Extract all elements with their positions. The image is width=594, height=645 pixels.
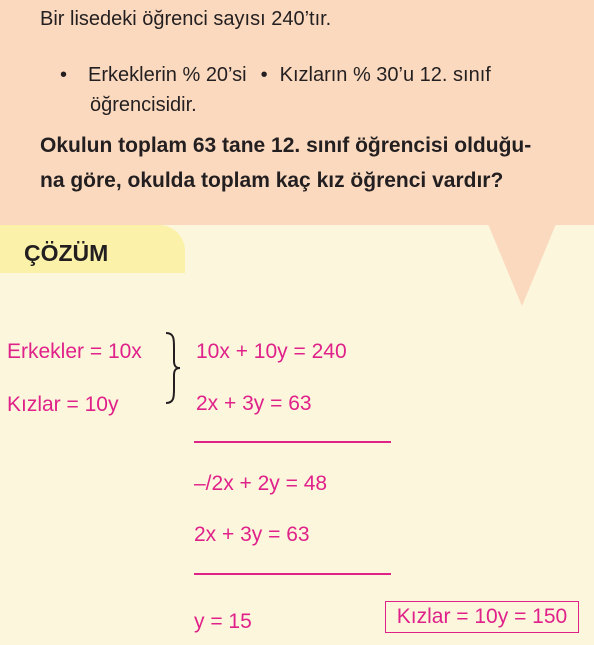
bullet-row [60,60,491,90]
assign-girls: Kızlar = 10y [7,393,119,416]
result-y: y = 15 [194,610,252,633]
problem-question [40,128,585,198]
solution-label: ÇÖZÜM [24,240,109,266]
equation-3: –/2x + 2y = 48 [194,472,328,495]
equation-2: 2x + 3y = 63 [196,392,312,415]
question-line: na göre, okulda toplam kaç kız öğrenci vardır? [40,169,504,192]
problem-bullets [60,60,491,120]
bullet-dot-icon: • [60,64,68,86]
brace-icon [160,331,184,405]
divider-line [194,441,391,443]
problem-intro: Bir lisedeki öğrenci sayısı 240’tır. [40,8,332,30]
question-line: Okulun toplam 63 tane 12. sınıf öğrencisi olduğu- [40,134,532,157]
equation-1: 10x + 10y = 240 [196,340,347,363]
divider-line [194,573,391,575]
bullet-boys: Erkeklerin % 20’si [88,64,247,86]
bullet-girls: Kızların % 30’u 12. sınıf [279,64,491,86]
assign-boys: Erkekler = 10x [7,340,142,363]
answer-box: Kızlar = 10y = 150 [385,601,579,633]
equation-4: 2x + 3y = 63 [194,523,310,546]
bullet-dot-icon: • [260,64,268,86]
bullet-continuation: öğrencisidir. [90,94,197,116]
